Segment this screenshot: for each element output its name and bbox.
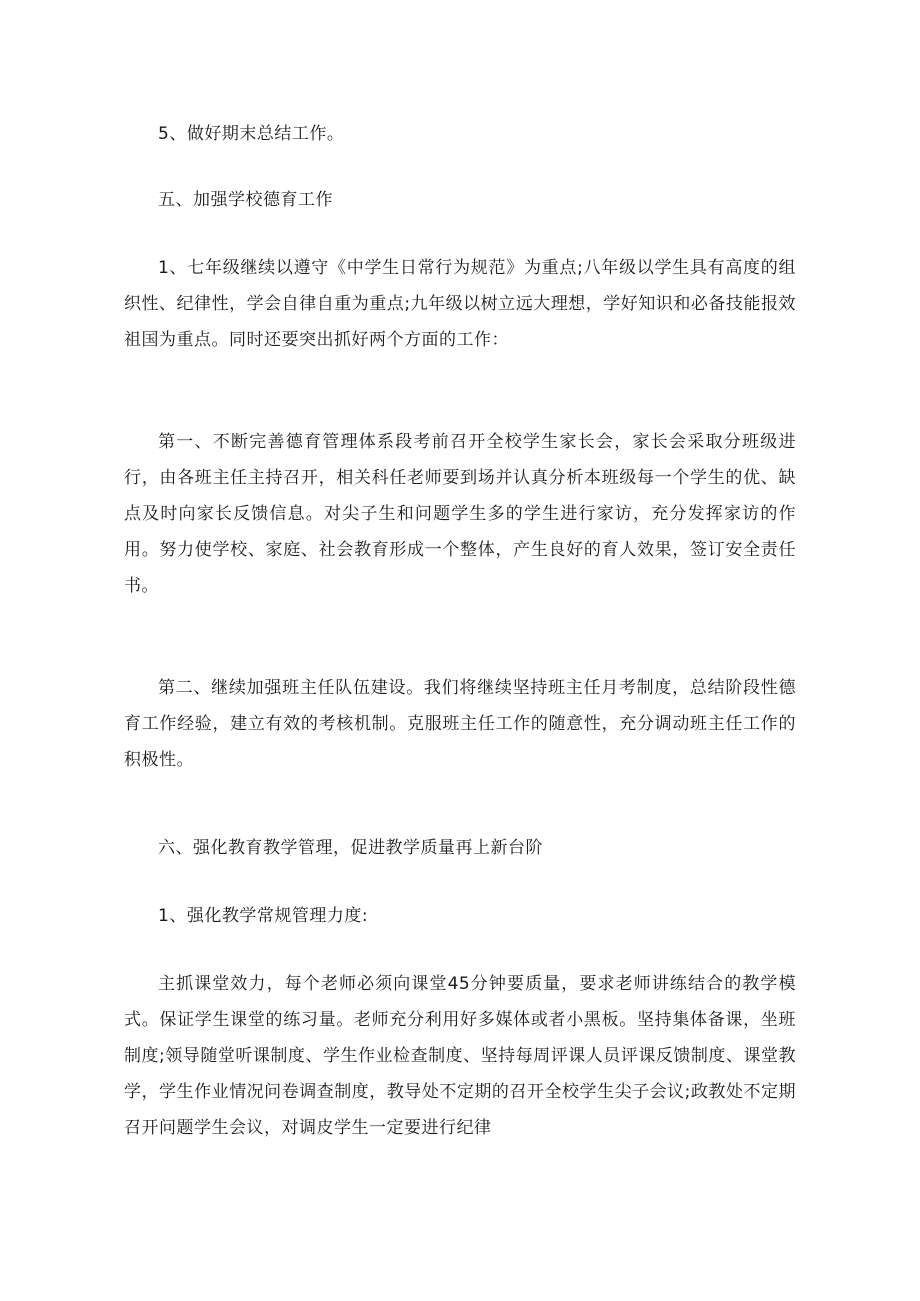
paragraph-second-measure: 第二、继续加强班主任队伍建设。我们将继续坚持班主任月考制度，总结阶段性德育工作经验，建立有效的考核机制。克服班主任工作的随意性，充分调动班主任工作的积极性。 (124, 678, 796, 770)
paragraph-teaching-routine-1: 1、强化教学常规管理力度: (158, 906, 369, 926)
section-heading-6: 六、强化教育教学管理，促进教学质量再上新台阶 (158, 838, 543, 858)
section-heading-5: 五、加强学校德育工作 (158, 190, 333, 210)
paragraph-item-5: 5、做好期末总结工作。 (158, 124, 345, 144)
paragraph-classroom-efficiency: 主抓课堂效力，每个老师必须向课堂45分钟要质量，要求老师讲练结合的教学模式。保证学生课堂的练习量。老师充分利用好多媒体或者小黑板。坚持集体备课，坐班制度;领导随堂听课制度、学生作业检查制度、坚持每周评课人员评课反馈制度、课堂教学，学生作业情况问卷调查制度，教导处不定期的召开全校学生尖子会议;政教处不定期召开问题学生会议，对调皮学生一定要进行纪律 (124, 974, 796, 1138)
paragraph-first-measure: 第一、不断完善德育管理体系段考前召开全校学生家长会，家长会采取分班级进行，由各班主任主持召开，相关科任老师要到场并认真分析本班级每一个学生的优、缺点及时向家长反馈信息。对尖子生和问题学生多的学生进行家访，充分发挥家访的作用。努力使学校、家庭、社会教育形成一个整体，产生良好的育人效果，签订安全责任书。 (124, 432, 796, 596)
paragraph-moral-education-1: 1、七年级继续以遵守《中学生日常行为规范》为重点;八年级以学生具有高度的组织性、纪律性，学会自律自重为重点;九年级以树立远大理想，学好知识和必备技能报效祖国为重点。同时还要突出抓好两个方面的工作： (124, 258, 796, 350)
